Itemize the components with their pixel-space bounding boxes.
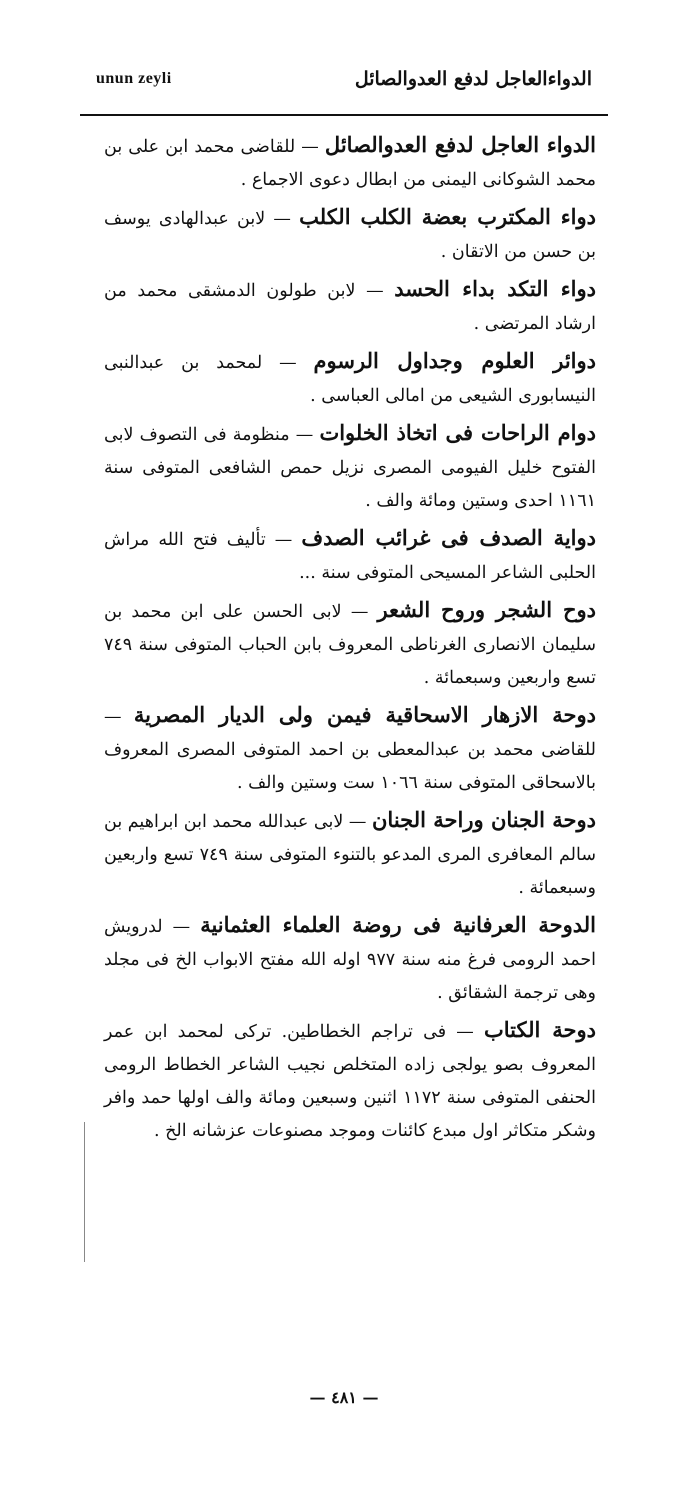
entry-body: — لابن طولون الدمشقى محمد من ارشاد المرتضى .	[104, 281, 596, 334]
entry-title: دوحة الازهار الاسحاقية فيمن ولى الديار المصرية	[133, 702, 596, 727]
entry	[104, 521, 596, 590]
page-number: — ٤٨١ —	[309, 1388, 379, 1407]
entry-body: — للقاضى محمد بن عبدالمعطى بن احمد المتوفى المصرى المعروف بالاسحاقى المتوفى سنة ١٠٦٦ ست وستين والف .	[104, 707, 596, 793]
entry-title: الدوحة العرفانية فى روضة العلماء العثمانية	[200, 912, 596, 937]
entry-body: — لمحمد بن عبدالنبى النيسابورى الشيعى من امالى العباسى .	[104, 353, 596, 406]
entry-list	[104, 128, 596, 1151]
entry	[104, 128, 596, 197]
entry	[104, 593, 596, 695]
entry	[104, 272, 596, 341]
entry	[104, 1013, 596, 1148]
entry-body: — لدرويش احمد الرومى فرغ منه سنة ٩٧٧ اوله الله مفتح الابواب الخ فى مجلد وهى ترجمة الشقائق .	[104, 917, 596, 1003]
entry-title: دواء المكترب بعضة الكلب الكلب	[299, 204, 596, 229]
entry-body: — للقاضى محمد ابن على بن محمد الشوكانى اليمنى من ابطال دعوى الاجماع .	[104, 137, 596, 190]
running-title: الدواءالعاجل لدفع العدوالصائل	[354, 68, 592, 90]
margin-line	[84, 1122, 85, 1262]
series-label: unun zeyli	[96, 70, 172, 87]
entry-title: دوائر العلوم وجداول الرسوم	[313, 348, 596, 373]
entry-title: الدواء العاجل لدفع العدوالصائل	[324, 132, 596, 157]
entry-title: دوحة الجنان وراحة الجنان	[372, 807, 597, 832]
entry-body: — لابى عبدالله محمد ابن ابراهيم بن سالم المعافرى المرى المدعو بالتنوء المتوفى سنة ٧٤٩ تسع واربعين وسبعمائة .	[104, 812, 597, 898]
entry-body: — منظومة فى التصوف لابى الفتوح خليل الفيومى المصرى نزيل حمص الشافعى المتوفى سنة ١١٦١ احدى وستين ومائة والف .	[104, 425, 596, 511]
entry-body: — تأليف فتح الله مراش الحلبى الشاعر المسيحى المتوفى سنة ...	[104, 530, 596, 583]
entry-title: دواء التكد بداء الحسد	[394, 276, 597, 301]
entry-title: دوام الراحات فى اتخاذ الخلوات	[319, 420, 596, 445]
entry-body: — لابى الحسن على ابن محمد بن سليمان الانصارى الغرناطى المعروف بابن الحباب المتوفى سنة ٧٤٩ تسع واربعين وسبعمائة .	[104, 602, 596, 688]
entry	[104, 908, 596, 1010]
entry-title: دوح الشجر وروح الشعر	[377, 597, 596, 622]
entry	[104, 200, 596, 269]
entry	[104, 803, 596, 905]
entry	[104, 344, 596, 413]
entry-body: — فى تراجم الخطاطين. تركى لمحمد ابن عمر المعروف بصو يولجى زاده المتخلص نجيب الشاعر الخطاط الرومى الحنفى المتوفى سنة ١١٧٢ اثنين وسبعين ومائة والف اولها حمد وافر وشكر متكاثر اول مبدع كائنات وموجد مصنوعات عزشانه الخ .	[104, 1022, 596, 1141]
entry-title: دوحة الكتاب	[483, 1017, 596, 1042]
header-rule	[80, 114, 608, 116]
page-header	[96, 68, 592, 102]
entry-title: دواية الصدف فى غرائب الصدف	[301, 525, 597, 550]
entry-body: — لابن عبدالهادى يوسف بن حسن من الاتقان .	[104, 209, 596, 262]
entry	[104, 698, 596, 800]
entry	[104, 416, 596, 518]
